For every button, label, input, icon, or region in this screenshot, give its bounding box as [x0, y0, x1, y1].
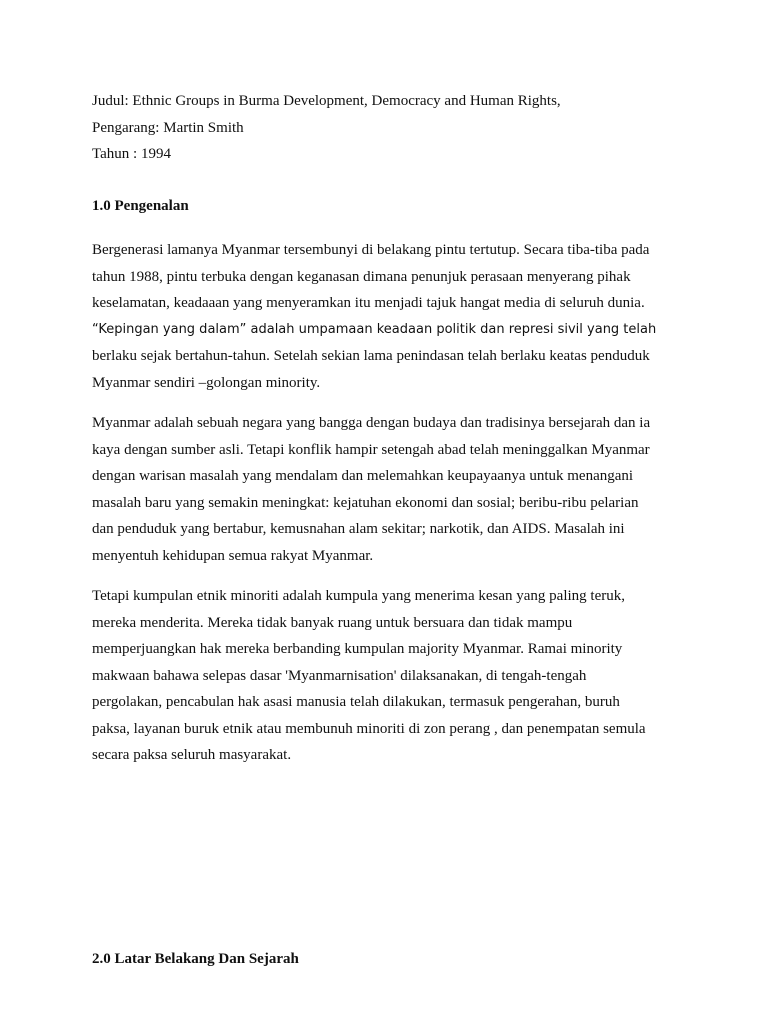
document-page: [92, 88, 682, 972]
paragraph-line: secara paksa seluruh masyarakat.: [92, 747, 292, 763]
author-line: Pengarang: Martin Smith: [92, 119, 244, 136]
paragraph-line: kaya dengan sumber asli. Tetapi konflik hampir setengah abad telah meninggalkan Myanmar: [92, 441, 650, 458]
title-line: Judul: Ethnic Groups in Burma Development, Democracy and Human Rights,: [92, 93, 561, 109]
paragraph-line: memperjuangkan hak mereka berbanding kumpulan majority Myanmar. Ramai minority: [92, 641, 623, 657]
paragraph-line: dengan warisan masalah yang mendalam dan melemahkan keupayaanya untuk menangani: [92, 468, 634, 484]
paragraph-line: “Kepingan yang dalam” adalah umpamaan keadaan politik dan represi sivil yang telah: [92, 321, 657, 337]
paragraph-line: menyentuh kehidupan semua rakyat Myanmar.: [92, 547, 374, 564]
year-line: Tahun : 1994: [92, 146, 171, 162]
paragraph-line: berlaku sejak bertahun-tahun. Setelah sekian lama penindasan telah berlaku keatas penduduk: [92, 348, 650, 364]
paragraph-line: mereka menderita. Mereka tidak banyak ruang untuk bersuara dan tidak mampu: [92, 614, 573, 631]
paragraph-line: paksa, layanan buruk etnik atau membunuh minoriti di zon perang , dan penempatan semula: [92, 720, 646, 737]
paragraph-line: makwaan bahawa selepas dasar 'Myanmarnisation' dilaksanakan, di tengah-tengah: [92, 667, 587, 684]
paragraph-line: masalah baru yang semakin meningkat: kejatuhan ekonomi dan sosial; beribu-ribu pelarian: [92, 494, 639, 511]
paragraph-line: dan penduduk yang bertabur, kemusnahan alam sekitar; narkotik, dan AIDS. Masalah ini: [92, 521, 625, 537]
section-2-heading: 2.0 Latar Belakang Dan Sejarah: [92, 950, 299, 967]
paragraph-3: [92, 583, 682, 769]
paragraph-line: Bergenerasi lamanya Myanmar tersembunyi di belakang pintu tertutup. Secara tiba-tiba pada: [92, 242, 650, 258]
section-1-heading: 1.0 Pengenalan: [92, 197, 189, 214]
paragraph-line: Myanmar adalah sebuah negara yang bangga dengan budaya dan tradisinya bersejarah dan ia: [92, 415, 651, 431]
paragraph-line: pergolakan, pencabulan hak asasi manusia telah dilakukan, termasuk pengerahan, buruh: [92, 694, 620, 710]
paragraph-line: Myanmar sendiri –golongan minority.: [92, 374, 321, 391]
paragraph-line: keselamatan, keadaaan yang menyeramkan itu menjadi tajuk hangat media di seluruh dunia.: [92, 295, 645, 311]
paragraph-1: [92, 237, 682, 396]
paragraph-line: tahun 1988, pintu terbuka dengan keganasan dimana penunjuk perasaan menyerang pihak: [92, 268, 631, 285]
paragraph-line: Tetapi kumpulan etnik minoriti adalah kumpula yang menerima kesan yang paling teruk,: [92, 588, 625, 604]
paragraph-2: [92, 410, 682, 569]
